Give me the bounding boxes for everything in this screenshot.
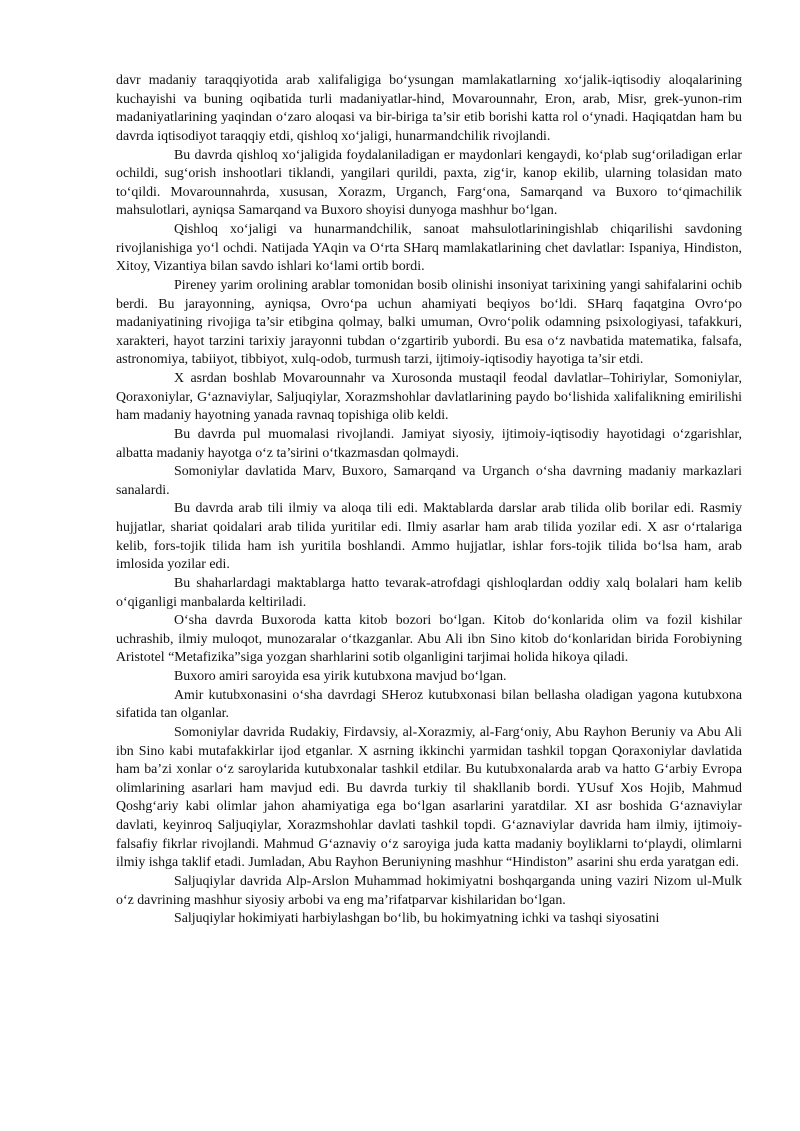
paragraph: davr madaniy taraqqiyotida arab xalifaligiga bo‘ysungan mamlakatlarning xo‘jalik-iqtisodiy aloqalarining kuchayishi va buning oqibatida turli madaniyatlar-hind, Movarounnahr, Eron, arab, Misr, grek-yunon-rim madaniyatlarining yaqindan o‘zaro aloqasi va bir-biriga ta’sir etib borishi katta rol o‘ynadi. Haqiqatdan ham bu davrda iqtisodiyot taraqqiy etdi, qishloq xo‘jaligi, hunarmandchilik rivojlandi.	[116, 73, 742, 144]
paragraph: Saljuqiylar davrida Alp-Arslon Muhammad hokimiyatni boshqarganda uning vaziri Nizom ul-Mulk o‘z davrining mashhur siyosiy arbobi va eng ma’rifatparvar kishilaridan bo‘lgan.	[116, 873, 742, 908]
paragraph: X asrdan boshlab Movarounnahr va Xurosonda mustaqil feodal davlatlar–Tohiriylar, Somoniylar, Qoraxoniylar, G‘aznaviylar, Saljuqiylar, Xorazmshohlar davlatlarining paydo bo‘lishida xalifalikning emirilishi ham madaniy hayotning yanada ravnaq topishiga olib keldi.	[116, 371, 742, 424]
paragraph: Bu davrda arab tili ilmiy va aloqa tili edi. Maktablarda darslar arab tilida olib borilar edi. Rasmiy hujjatlar, shariat qoidalari arab tilida yuritilar edi. Ilmiy asarlar ham arab tilida yozilar edi. X asr o‘rtalariga kelib, fors-tojik tilida ham ish yuritila boshlandi. Ammo hujjatlar, ishlar fors-tojik tilida bo‘lsa ham, arab imlosida yozilar edi.	[116, 501, 742, 573]
paragraph: Qishloq xo‘jaligi va hunarmandchilik, sanoat mahsulotlariningishlab chiqarilishi savdoning rivojlanishiga yo‘l ochdi. Natijada YAqin va O‘rta SHarq mamlakatlarining chet davlatlar: Ispaniya, Hindiston, Xitoy, Vizantiya bilan savdo ishlari ko‘lami ortib bordi.	[116, 222, 742, 275]
paragraph: Amir kutubxonasini o‘sha davrdagi SHeroz kutubxonasi bilan bellasha oladigan yagona kutubxona sifatida tan olganlar.	[116, 687, 742, 722]
paragraph: O‘sha davrda Buxoroda katta kitob bozori bo‘lgan. Kitob do‘konlarida olim va fozil kishilar uchrashib, ilmiy muloqot, munozaralar o‘tkazganlar. Abu Ali ibn Sino kitob do‘konlaridan birida Forobiyning Aristotel “Metafizika”siga yozgan sharhlarini sotib olganligini tarjimai holida hikoya qiladi.	[116, 613, 742, 666]
paragraph: Somoniylar davlatida Marv, Buxoro, Samarqand va Urganch o‘sha davrning madaniy markazlari sanalardi.	[116, 464, 742, 498]
paragraph: Somoniylar davrida Rudakiy, Firdavsiy, al-Xorazmiy, al-Farg‘oniy, Abu Rayhon Beruniy va Abu Ali ibn Sino kabi mutafakkirlar ijod etganlar. X asrning ikkinchi yarmidan tashkil topgan Qoraxoniylar davlatida ham ba’zi xonlar o‘z saroylarida kutubxonalar tashkil etdilar. Bu kutubxonalarda arab va hatto G‘arbiy Evropa olimlarining asarlari ham mavjud edi. Bu davrda turkiy til shakllanib bordi. YUsuf Xos Hojib, Mahmud Qoshg‘ariy kabi olimlar jahon ahamiyatiga ega bo‘lgan asarlarini yaratdilar. XI asr boshida G‘aznaviylar davlati, keyinroq Saljuqiylar, Xorazmshohlar davlati tashkil topdi. G‘aznaviylar davrida ham ilmiy, ijtimoiy-falsafiy fikrlar rivojlandi. Mahmud G‘aznaviy o‘z saroyiga juda katta madaniy boyliklarni to‘playdi, olimlarni ilmiy ishga taklif etadi. Jumladan, Abu Rayhon Beruniyning mashhur “Hindiston” asarini shu erda yaratgan edi.	[116, 724, 742, 871]
paragraph: Saljuqiylar hokimiyati harbiylashgan bo‘lib, bu hokimyatning ichki va tashqi siyosatini	[174, 911, 660, 927]
paragraph: Bu shaharlardagi maktablarga hatto tevarak-atrofdagi qishloqlardan oddiy xalq bolalari ham kelib o‘qiganligi manbalarda keltiriladi.	[116, 575, 742, 610]
paragraph: Bu davrda pul muomalasi rivojlandi. Jamiyat siyosiy, ijtimoiy-iqtisodiy hayotidagi o‘zgarishlar, albatta madaniy hayotga o‘z ta’sirini o‘tkazmasdan qolmaydi.	[116, 426, 742, 461]
document-page	[116, 72, 742, 929]
paragraph: Buxoro amiri saroyida esa yirik kutubxona mavjud bo‘lgan.	[174, 669, 507, 684]
paragraph: Bu davrda qishloq xo‘jaligida foydalaniladigan er maydonlari kengaydi, ko‘plab sug‘oriladigan erlar ochildi, sug‘orish inshootlari tiklandi, yangilari qurildi, paxta, zig‘ir, kanop ekilib, ularning tolasidan mato to‘qildi. Movarounnahrda, xususan, Xorazm, Urganch, Farg‘ona, Samarqand va Buxoro to‘qimachilik mahsulotlari, ayniqsa Samarqand va Buxoro shoyisi dunyoga mashhur bo‘lgan.	[116, 147, 742, 219]
paragraph: Pireney yarim orolining arablar tomonidan bosib olinishi insoniyat tarixining yangi sahifalarini ochib berdi. Bu jarayonning, ayniqsa, Ovro‘pa uchun ahamiyati beqiyos bo‘ldi. SHarq faqatgina Ovro‘po madaniyatining rivojiga ta’sir etibgina qolmay, balki umuman, Ovro‘polik odamning psixologiyasi, tafakkuri, xarakteri, hayot tarzini tarixiy jarayonni tubdan o‘zgartirib yubordi. Bu esa o‘z navbatida matematika, falsafa, astronomiya, tabiiyot, tibbiyot, xulq-odob, turmush tarzi, ijtimoiy-iqtisodiy hayotiga ta’sir etdi.	[116, 277, 742, 368]
